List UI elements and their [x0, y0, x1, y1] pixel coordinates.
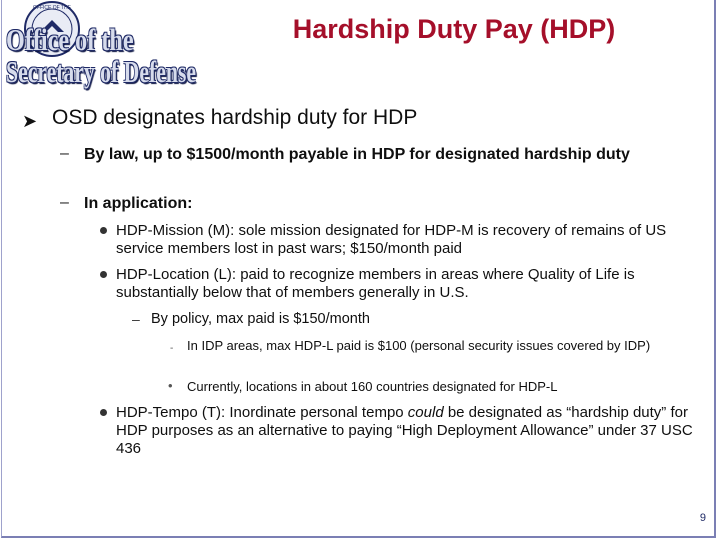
- round-bullet-icon: [100, 409, 107, 416]
- item-hdp-mission: HDP-Mission (M): sole mission designated for HDP-M is recovery of remains of US service members lost in past wars; $150/month paid: [116, 222, 667, 257]
- sub-bullet-by-law: By law, up to $1500/month payable in HDP for designated hardship duty: [84, 146, 630, 163]
- seal-text: OFFICE OF THE: [33, 5, 71, 11]
- logo-line-1: Office of the: [6, 22, 134, 57]
- dash-bullet-icon: –: [60, 145, 69, 162]
- logo-line-2: Secretary of Defense: [6, 54, 196, 89]
- item-hdp-tempo-part2: be designated as “hardship duty” for HDP purposes as an alternative to paying “High Deployment Allowance” under 37 USC 436: [116, 404, 693, 457]
- page-number: 9: [699, 512, 706, 524]
- sub-bullet-in-application: In application:: [84, 195, 193, 212]
- osd-logo: [0, 0, 230, 94]
- round-bullet-icon: [100, 227, 107, 234]
- item-hdp-tempo-emphasis: could: [407, 404, 444, 421]
- dash-bullet-icon: –: [132, 311, 140, 327]
- policy-max-paid: By policy, max paid is $150/month: [151, 311, 370, 327]
- small-dash-bullet-icon: -: [170, 343, 174, 354]
- item-hdp-location: HDP-Location (L): paid to recognize members in areas where Quality of Life is substantially below that of members generally in U.S.: [116, 266, 635, 301]
- slide-title: Hardship Duty Pay (HDP): [292, 14, 616, 44]
- idp-areas-note: In IDP areas, max HDP-L paid is $100 (personal security issues covered by IDP): [187, 338, 651, 353]
- dash-bullet-icon: –: [60, 194, 69, 211]
- item-hdp-tempo: [116, 404, 706, 458]
- small-dot-bullet-icon: •: [168, 378, 173, 393]
- countries-note: Currently, locations in about 160 countries designated for HDP-L: [187, 379, 558, 394]
- bullet-osd-designates: OSD designates hardship duty for HDP: [52, 106, 418, 129]
- round-bullet-icon: [100, 271, 107, 278]
- item-hdp-tempo-part1: HDP-Tempo (T): Inordinate personal tempo: [116, 404, 408, 421]
- arrowhead-bullet-icon: ➤: [22, 111, 38, 131]
